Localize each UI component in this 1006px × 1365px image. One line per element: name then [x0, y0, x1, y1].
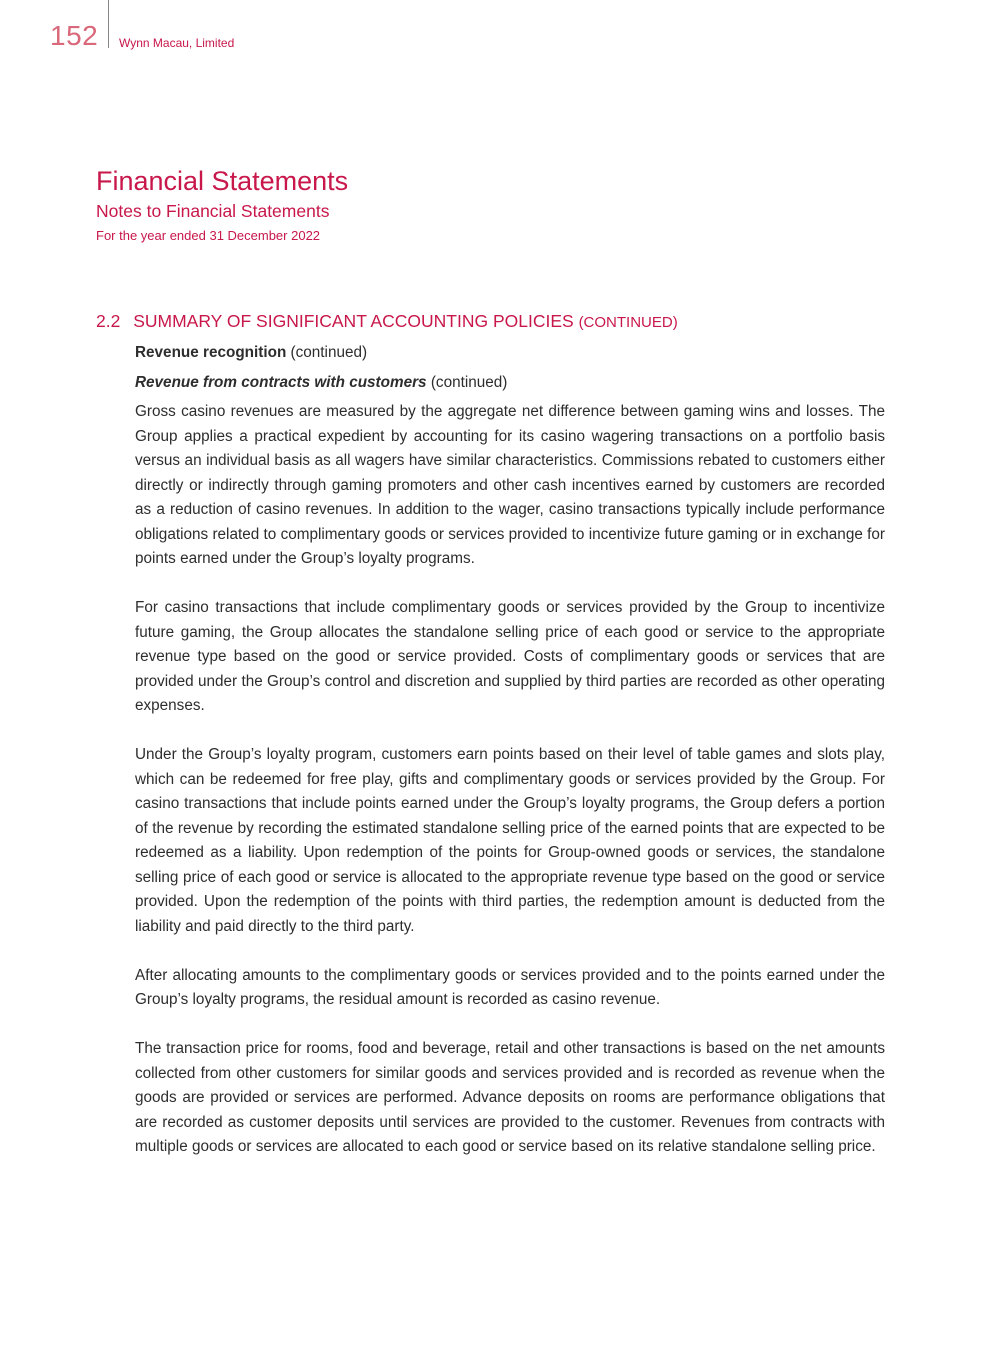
- section-suffix: (CONTINUED): [578, 314, 678, 331]
- subheading-bold: Revenue recognition: [135, 344, 287, 361]
- subheading-suffix: (continued): [286, 344, 368, 361]
- reporting-period: For the year ended 31 December 2022: [96, 228, 321, 243]
- page-subtitle: Notes to Financial Statements: [96, 201, 330, 221]
- paragraph: After allocating amounts to the complimentary goods or services provided and to the points earned under the Group’s loyalty programs, the residual amount is recorded as casino revenue.: [135, 966, 885, 1008]
- page-number: 152: [50, 20, 99, 51]
- body-text: [135, 341, 885, 1184]
- subheading-revenue-recognition: [135, 341, 885, 366]
- company-name: Wynn Macau, Limited: [119, 36, 235, 50]
- header-divider: [108, 0, 109, 48]
- section-heading: [96, 311, 678, 332]
- paragraph: Under the Group’s loyalty program, customers earn points based on their level of table games and slots play, which can be redeemed for free play, gifts and complimentary goods or services provided by the Group. For casino transactions that include points earned under the Group’s loyalty programs, the Group defers a portion of the revenue by recording the estimated standalone selling price of the earned points that are expected to be redeemed as a liability. Upon redemption of the points for Group-owned goods or services, the standalone selling price of each good or service is allocated to the appropriate revenue type based on the good or service provided. Upon the redemption of the points with third parties, the redemption amount is deducted from the liability and paid directly to the third party.: [135, 746, 885, 935]
- subheading-contracts: [135, 371, 885, 396]
- section-number: 2.2: [96, 311, 121, 331]
- subheading-suffix: (continued): [426, 373, 508, 391]
- page-title: Financial Statements: [96, 166, 349, 196]
- paragraph: Gross casino revenues are measured by the aggregate net difference between gaming wins and losses. The Group applies a practical expedient by accounting for its casino wagering transactions on a portfolio basis versus an individual basis as all wagers have similar characteristics. Commissions rebated to customers either directly or indirectly through gaming promoters and other cash incentives earned by customers are recorded as a reduction of casino revenues. In addition to the wager, casino transactions typically include performance obligations related to complimentary goods or services provided to incentivize future gaming or in exchange for points earned under the Group’s loyalty programs.: [135, 403, 885, 567]
- paragraph: The transaction price for rooms, food and beverage, retail and other transactions is based on the net amounts collected from other customers for similar goods and services provided and is recorded as revenue when the goods are provided or services are performed. Advance deposits on rooms are performance obligations that are recorded as customer deposits until services are provided to the customer. Revenues from contracts with multiple goods or services are allocated to each good or service based on its relative standalone selling price.: [135, 1040, 885, 1155]
- section-title: SUMMARY OF SIGNIFICANT ACCOUNTING POLICIES: [133, 311, 574, 331]
- paragraph: For casino transactions that include complimentary goods or services provided by the Group to incentivize future gaming, the Group allocates the standalone selling price of each good or service to the appropriate revenue type based on the good or service provided. Costs of complimentary goods or services that are provided under the Group’s control and discretion and supplied by third parties are recorded as other operating expenses.: [135, 599, 885, 714]
- subheading-bold-italic: Revenue from contracts with customers: [135, 373, 427, 391]
